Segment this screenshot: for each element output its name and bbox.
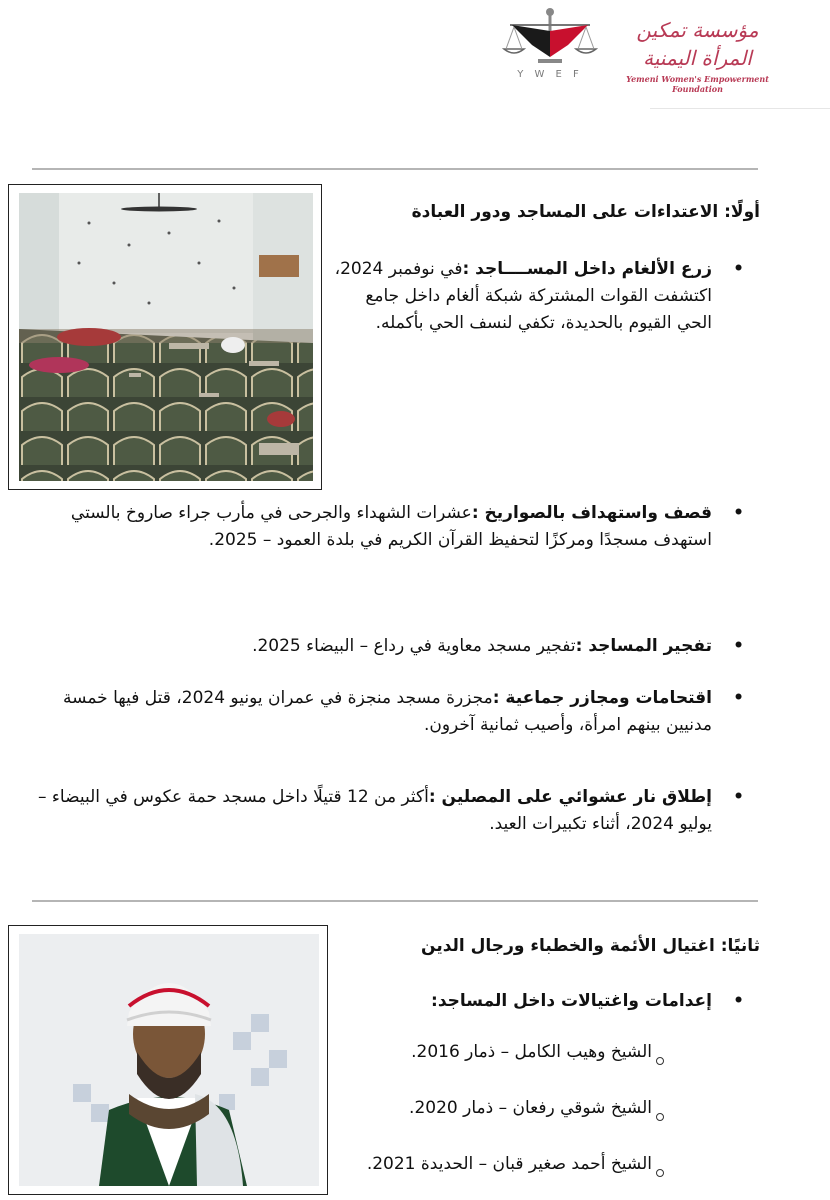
bullet-marker: • — [733, 259, 744, 279]
ywef-logo — [500, 5, 600, 87]
section1-title: أولًا: الاعتداءات على المساجد ودور العبادة — [411, 202, 760, 222]
list-item: إعدامات واغتيالات داخل المساجد: — [431, 991, 712, 1011]
list-item: إطلاق نار عشوائي على المصلين :أكثر من 12 قتيلًا داخل مسجد حمة عكوس في البيضاء – يوليو 2024، أثناء تكبيرات العيد. — [38, 787, 712, 834]
sub-bullet-icon — [656, 1169, 664, 1177]
bullet-marker: • — [733, 991, 744, 1011]
foundation-logo — [615, 16, 780, 94]
mosque-interior-image — [19, 193, 313, 481]
list-item: اقتحامات ومجازر جماعية :مجزرة مسجد منجزة في عمران يونيو 2024، قتل فيها خمسة مدنيين بينهم امرأة، وأصيب ثمانية آخرون. — [63, 688, 712, 735]
section-divider — [32, 168, 758, 170]
section-divider — [32, 900, 758, 902]
bullet-marker: • — [733, 787, 744, 807]
header-divider — [650, 108, 830, 109]
bullet-marker: • — [733, 503, 744, 523]
sub-bullet-icon — [656, 1113, 664, 1121]
bullet-marker: • — [733, 636, 744, 656]
foundation-name-en: Yemeni Women's Empowerment Foundation — [626, 74, 769, 94]
section2-title: ثانيًا: اغتيال الأئمة والخطباء ورجال الدين — [421, 936, 760, 956]
list-item: زرع الألغام داخل المســــاجد :في نوفمبر 2024، اكتشفت القوات المشتركة شبكة ألغام داخل جامع الحي القيوم بالحديدة، تكفي لنسف الحي بأكمله. — [334, 259, 712, 333]
sub-item: الشيخ أحمد صغير قبان – الحديدة 2021. — [366, 1154, 652, 1174]
portrait-image — [19, 934, 319, 1186]
ywef-label: Y W E F — [517, 69, 583, 80]
sub-item: الشيخ شوقي رفعان – ذمار 2020. — [409, 1098, 652, 1118]
sub-bullet-icon — [656, 1057, 664, 1065]
sheikh-portrait-photo — [8, 925, 328, 1195]
damaged-mosque-photo — [8, 184, 322, 490]
foundation-name-ar: مؤسسة تمكين المرأة اليمنية — [636, 18, 759, 70]
list-item: تفجير المساجد :تفجير مسجد معاوية في رداع – البيضاء 2025. — [252, 636, 712, 656]
sub-item: الشيخ وهيب الكامل – ذمار 2016. — [411, 1042, 652, 1062]
bullet-marker: • — [733, 688, 744, 708]
list-item: قصف واستهداف بالصواريخ :عشرات الشهداء والجرحى في مأرب جراء صاروخ بالستي استهدف مسجدًا ومركزًا لتحفيظ القرآن الكريم في بلدة العمود – 2025. — [70, 503, 712, 550]
scales-of-justice-icon — [500, 5, 600, 69]
